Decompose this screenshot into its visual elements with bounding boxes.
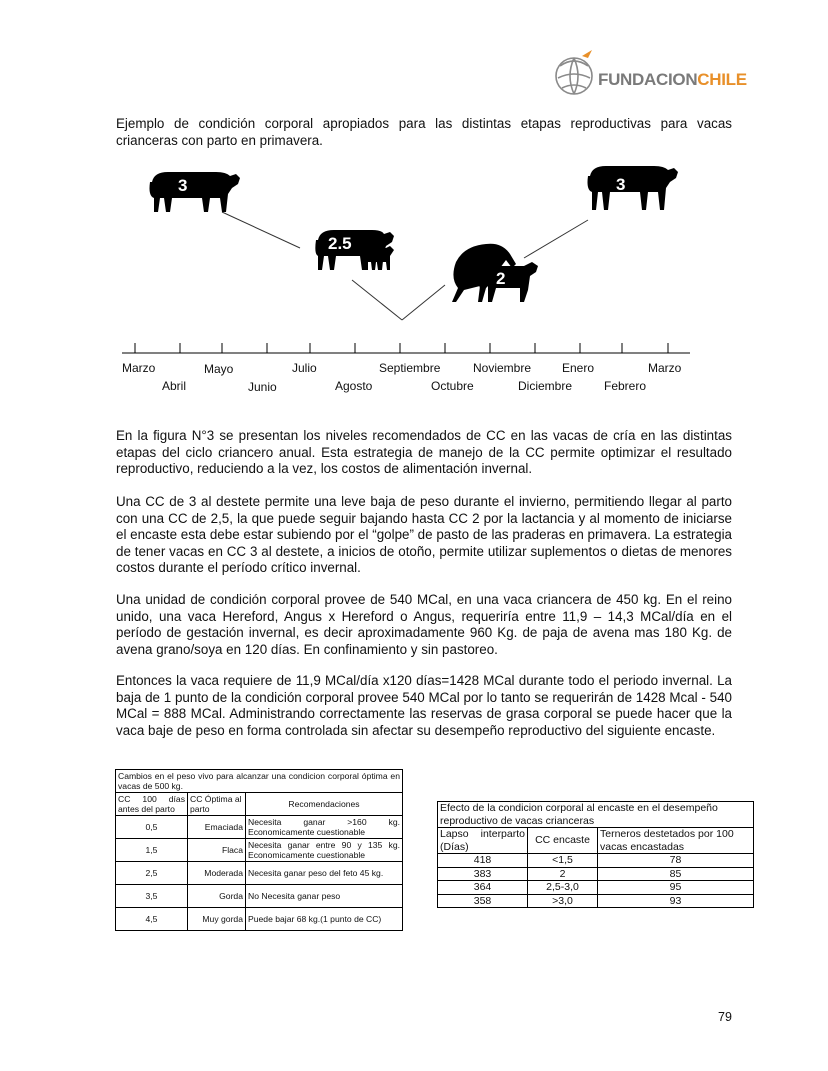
month-label: Agosto [335,379,373,393]
table-cell: 78 [598,854,754,868]
cow-label: 3 [178,176,188,195]
month-label: Enero [562,361,595,375]
body-condition-effect-table [437,801,754,908]
table-row [116,885,403,908]
table-cell: Puede bajar 68 kg.(1 punto de CC) [246,908,403,931]
month-label: Diciembre [518,379,573,393]
table-row [438,854,754,868]
body-paragraph: Una CC de 3 al destete permite una leve baja de peso durante el invierno, permitiendo llegar al parto con una CC de 2,5, la que puede seguir bajando hasta CC 2 por la lactancia y al momento de iniciarse el encaste esta debe estar subiendo por el “golpe” de pasto de las praderas en primavera. La estrategia de tener vacas en CC 3 al destete, a inicios de otoño, permite utilizar suplementos o dietas de menores costos durante el período crítico invernal. [116,494,732,576]
table-row [438,881,754,895]
table-cell: 3,5 [116,885,188,908]
table-cell: Gorda [188,885,246,908]
body-paragraph: Entonces la vaca requiere de 11,9 MCal/día x120 días=1428 MCal durante todo el periodo invernal. La baja de 1 punto de la condición corporal provee 540 MCal por lo tanto se requerirán de 1428 Mcal - 540 MCal = 888 MCal. Administrando correctamente las reservas de grasa corporal se puede hacer que la vaca baje de peso en forma controlada sin afectar su desempeño reproductivo del siguiente encaste. [116,673,732,738]
table-cell: <1,5 [528,854,598,868]
table-cell: 2,5-3,0 [528,881,598,895]
weight-change-table [115,769,403,931]
table-cell: Muy gorda [188,908,246,931]
table-header: Lapso interparto (Días) [438,828,528,854]
month-label: Octubre [431,379,474,393]
month-label: Mayo [204,362,234,376]
table-cell: >3,0 [528,894,598,908]
table-cell: Moderada [188,862,246,885]
month-label: Febrero [604,379,647,393]
page-number: 79 [718,1010,732,1024]
cow-with-calf-icon [315,230,394,270]
month-label: Marzo [648,361,682,375]
month-labels-top [122,361,682,376]
table-cell: 418 [438,854,528,868]
logo-text-fundacion: FUNDACION [598,70,698,89]
table-cell: 2,5 [116,862,188,885]
table-cell: 0,5 [116,816,188,839]
table-title: Efecto de la condicion corporal al encaste en el desempeño reproductivo de vacas crianceras [438,802,754,828]
table-cell: 93 [598,894,754,908]
body-paragraph: Una unidad de condición corporal provee de 540 MCal, en una vaca criancera de 450 kg. En el reino unido, una vaca Hereford, Angus x Hereford o Angus, requeriría entre 11,9 – 14,3 MCal/día en el período de gestación invernal, es decir aproximadamente 960 Kg. de paja de avena mas 180 Kg. de avena grano/soya en 120 días. En confinamiento y sin pastoreo. [116,592,732,657]
table-row [116,839,403,862]
body-paragraph: En la figura N°3 se presentan los niveles recomendados de CC en las vacas de cría en las distintas etapas del ciclo criancero anual. Esta estrategia de manejo de la CC permite optimizar el resultado reproductivo, reduciendo a la vez, los costos de alimentación invernal. [116,428,732,477]
table-cell: 4,5 [116,908,188,931]
table-cell: Flaca [188,839,246,862]
table-title: Cambios en el peso vivo para alcanzar una condicion corporal óptima en vacas de 500 kg. [116,770,403,793]
bull-and-cow-icon [452,244,538,302]
body-condition-diagram [110,160,710,400]
table-cell: Necesita ganar entre 90 y 135 kg. Economicamente cuestionable [246,839,403,862]
cow-icon [150,172,241,212]
table-cell: Emaciada [188,816,246,839]
table-header: CC 100 días antes del parto [116,793,188,816]
table-cell: Necesita ganar peso del feto 45 kg. [246,862,403,885]
table-cell: 1,5 [116,839,188,862]
table-cell: Necesita ganar >160 kg. Economicamente cuestionable [246,816,403,839]
cow-label: 3 [616,175,626,194]
table-cell: 364 [438,881,528,895]
month-label: Septiembre [379,361,441,375]
month-label: Marzo [122,361,156,375]
table-row [116,816,403,839]
cow-label: 2 [496,269,506,288]
table-cell: 95 [598,881,754,895]
cow-icon [588,166,679,210]
intro-text: Ejemplo de condición corporal apropiados para las distintas etapas reproductivas para vacas crianceras con parto en primavera. [116,116,732,148]
logo-text-chile: CHILE [697,70,747,89]
table-row [116,862,403,885]
table-row [438,867,754,881]
month-label: Abril [162,379,187,393]
month-label: Julio [292,361,317,375]
globe-icon [556,58,592,94]
table-row [438,894,754,908]
table-cell: 383 [438,867,528,881]
table-header: Terneros destetados por 100 vacas encastadas [598,828,754,854]
month-labels-bottom [162,379,646,394]
table-header: Recomendaciones [246,793,403,816]
star-icon [582,50,592,58]
table-header: CC encaste [528,828,598,854]
cow-label: 2.5 [328,234,352,253]
timeline [122,343,690,353]
table-row [116,908,403,931]
table-cell: 85 [598,867,754,881]
month-label: Junio [248,380,277,394]
table-header: CC Óptima al parto [188,793,246,816]
table-cell: No Necesita ganar peso [246,885,403,908]
month-label: Noviembre [473,361,532,375]
table-cell: 2 [528,867,598,881]
table-cell: 358 [438,894,528,908]
logo-text [598,70,747,90]
